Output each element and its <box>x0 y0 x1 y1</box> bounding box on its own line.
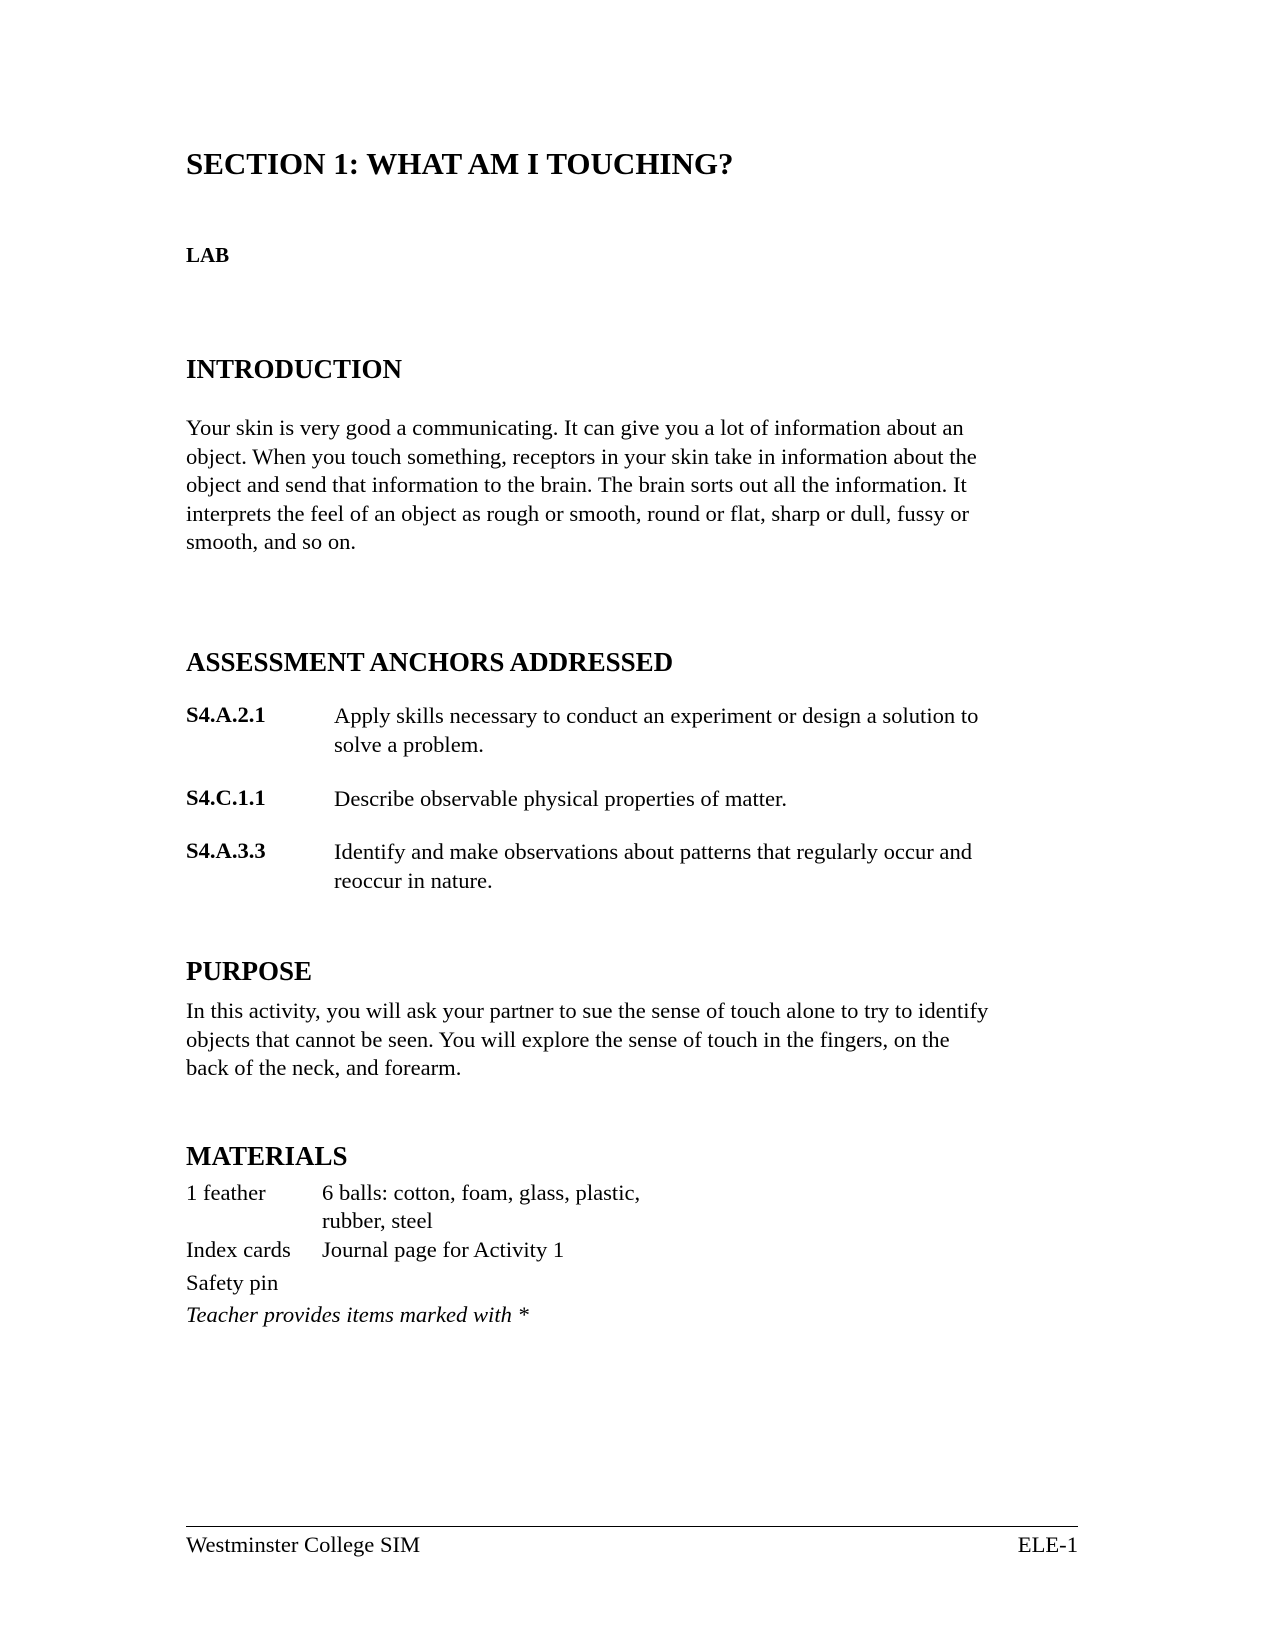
introduction-heading: INTRODUCTION <box>186 354 403 384</box>
material-item: Journal page for Activity 1 <box>322 1237 565 1262</box>
anchor-description-line: Apply skills necessary to conduct an experiment or design a solution to <box>334 703 979 728</box>
anchor-description <box>334 702 978 759</box>
anchor-code: S4.C.1.1 <box>186 785 266 810</box>
material-item: rubber, steel <box>322 1208 433 1233</box>
materials-heading: MATERIALS <box>186 1141 348 1171</box>
purpose-line: objects that cannot be seen. You will explore the sense of touch in the fingers, on the <box>186 1026 950 1052</box>
footer-source: Westminster College SIM <box>186 1532 421 1557</box>
introduction-line: Your skin is very good a communicating. It can give you a lot of information about an <box>186 415 964 440</box>
material-item: 6 balls: cotton, foam, glass, plastic, <box>322 1180 641 1205</box>
anchor-description-line: Describe observable physical properties of matter. <box>334 786 787 811</box>
purpose-line: In this activity, you will ask your partner to sue the sense of touch alone to try to identify <box>186 998 989 1023</box>
anchor-code: S4.A.3.3 <box>186 838 266 863</box>
anchor-description <box>334 785 787 814</box>
materials-note: Teacher provides items marked with * <box>186 1302 529 1327</box>
introduction-line: interprets the feel of an object as rough or smooth, round or flat, sharp or dull, fussy or <box>186 500 970 526</box>
footer-divider <box>186 1526 1078 1527</box>
material-item: Safety pin <box>186 1270 279 1295</box>
lab-label: LAB <box>186 243 230 267</box>
introduction-line: object. When you touch something, receptors in your skin take in information about the <box>186 443 977 469</box>
page-number: ELE-1 <box>1017 1532 1078 1557</box>
material-item: Index cards <box>186 1237 291 1262</box>
anchor-description-line: reoccur in nature. <box>334 867 493 893</box>
anchors-heading: ASSESSMENT ANCHORS ADDRESSED <box>186 647 674 677</box>
anchor-description <box>334 838 972 895</box>
purpose-paragraph <box>186 997 1086 1083</box>
purpose-heading: PURPOSE <box>186 956 313 986</box>
page-title: SECTION 1: WHAT AM I TOUCHING? <box>186 146 734 181</box>
anchor-description-line: solve a problem. <box>334 731 484 757</box>
introduction-line: object and send that information to the brain. The brain sorts out all the information. It <box>186 472 967 498</box>
material-item: 1 feather <box>186 1180 266 1205</box>
purpose-line: back of the neck, and forearm. <box>186 1055 462 1081</box>
anchor-code: S4.A.2.1 <box>186 702 266 727</box>
anchor-description-line: Identify and make observations about patterns that regularly occur and <box>334 839 973 864</box>
introduction-paragraph <box>186 414 1086 557</box>
introduction-line: smooth, and so on. <box>186 529 357 555</box>
